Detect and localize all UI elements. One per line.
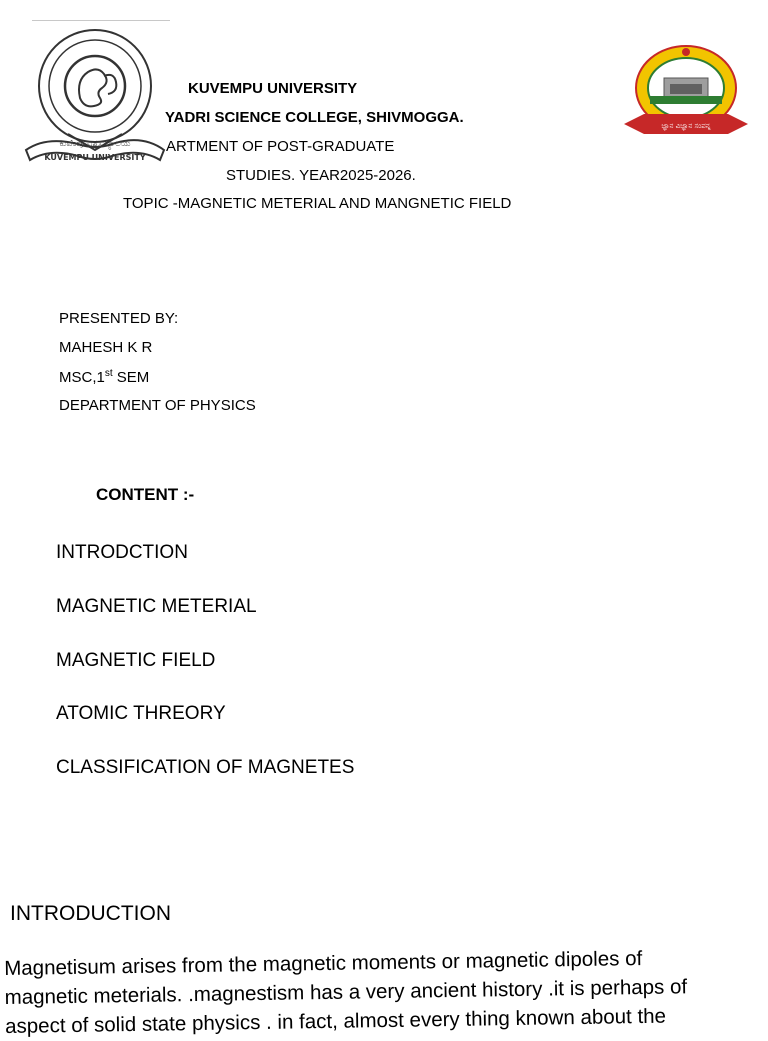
presenter-name: MAHESH K R [59,339,153,356]
academic-year: STUDIES. YEAR2025-2026. [226,167,416,184]
course-superscript: st [104,368,113,379]
department-line: ARTMENT OF POST-GRADUATE [166,138,395,155]
toc-item: CLASSIFICATION OF MAGNETES [56,757,355,778]
introduction-heading: INTRODUCTION [10,902,171,925]
toc-item: ATOMIC THREORY [56,703,226,724]
left-logo-kannada-text: ಕುವೆಂಪು ವಿಶ್ವವಿದ್ಯಾಲಯ [59,139,131,149]
presented-by-label: PRESENTED BY: [59,310,179,327]
top-rule [32,20,170,21]
right-logo-banner-text: ಜ್ಞಾನ ವಿಜ್ಞಾನ ಸಂಪನ್ನ [661,122,711,130]
presenter-course [59,368,149,386]
intro-line: magnetic meterials. .magnestism has a very ancient history .it is perhaps of [4,975,688,1009]
kuvempu-university-logo [20,22,170,174]
college-name: YADRI SCIENCE COLLEGE, SHIVMOGGA. [165,109,464,126]
toc-item: MAGNETIC FIELD [56,650,216,671]
course-prefix: MSC,1 [59,369,105,386]
toc-item: MAGNETIC METERIAL [56,596,257,617]
toc-item: INTRODCTION [56,542,188,563]
intro-line: Magnetisum arises from the magnetic moments or magnetic dipoles of [4,946,643,980]
university-name: KUVEMPU UNIVERSITY [188,80,358,97]
topic-title: TOPIC -MAGNETIC METERIAL AND MANGNETIC FIELD [123,195,512,212]
left-logo-banner-text: KUVEMPU UNIVERSITY [44,153,146,162]
yadri-college-logo [620,44,752,150]
presenter-department: DEPARTMENT OF PHYSICS [59,397,256,414]
course-suffix: SEM [112,369,150,386]
introduction-body [4,942,768,1041]
intro-line: aspect of solid state physics . in fact, almost every thing known about the [4,1004,667,1038]
content-heading: CONTENT :- [96,485,195,504]
